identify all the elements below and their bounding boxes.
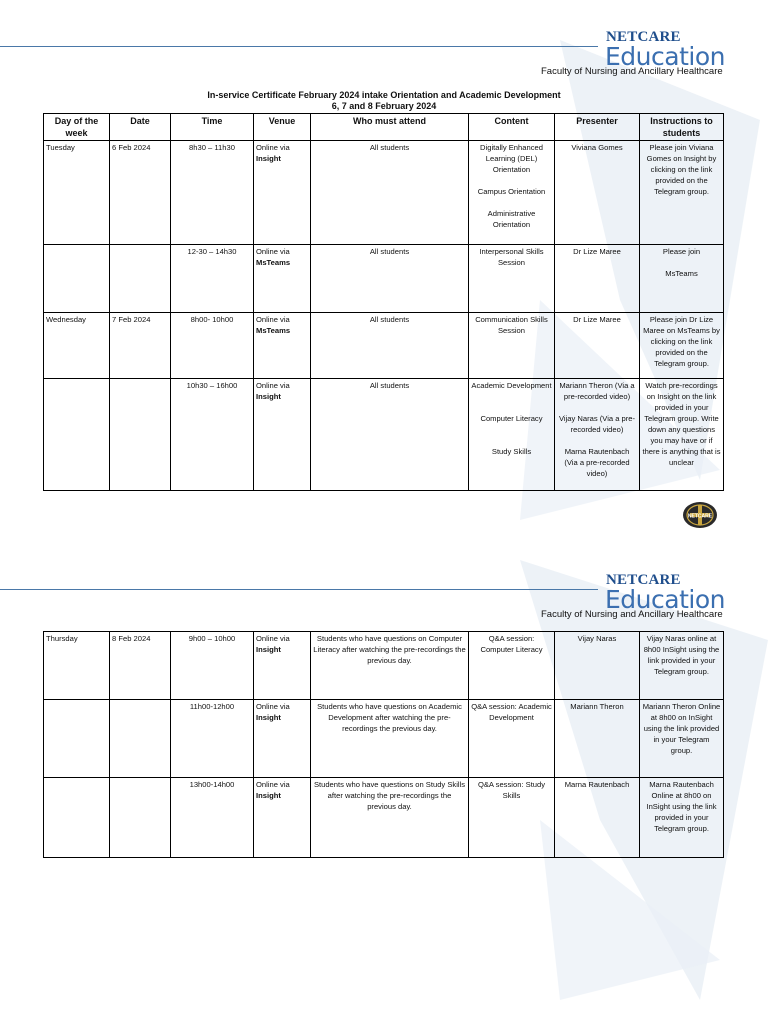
cell-presenter	[555, 700, 640, 778]
cell-presenter	[555, 313, 640, 379]
document-title	[0, 90, 768, 112]
cell-content	[469, 379, 555, 491]
content-item: Academic Development	[471, 381, 552, 390]
cell-attend: All students	[311, 245, 469, 313]
cell-time: 12-30 – 14h30	[171, 245, 254, 313]
content-item: Q&A session: Computer Literacy	[480, 634, 543, 654]
cell-instructions	[640, 141, 724, 245]
cell-content	[469, 632, 555, 700]
col-header-time: Time	[171, 114, 254, 141]
schedule-table-page-2	[43, 631, 724, 858]
education-logo-text: Education	[605, 585, 725, 614]
schedule-table-page-1	[43, 113, 724, 491]
table-row	[44, 379, 724, 491]
cell-presenter	[555, 632, 640, 700]
spacer	[471, 402, 552, 413]
presenter-item: Marna Rautenbach (Via a pre-recorded video)	[564, 447, 630, 478]
cell-presenter	[555, 245, 640, 313]
cell-venue	[254, 245, 311, 313]
spacer	[557, 435, 637, 446]
cell-instructions	[640, 632, 724, 700]
table-row	[44, 313, 724, 379]
presenter-item: Mariann Theron (Via a pre-recorded video)	[559, 381, 635, 401]
table-header-row	[44, 114, 724, 141]
venue-platform: Insight	[256, 154, 281, 163]
cell-venue	[254, 632, 311, 700]
cell-date	[110, 778, 171, 858]
cell-date: 6 Feb 2024	[110, 141, 171, 245]
presenter-item: Vijay Naras (Via a pre-recorded video)	[558, 414, 636, 434]
content-item: Computer Literacy	[480, 414, 543, 423]
cell-date	[110, 700, 171, 778]
spacer	[471, 391, 552, 402]
cell-day	[44, 245, 110, 313]
faculty-name: Faculty of Nursing and Ancillary Healthcare	[541, 609, 723, 620]
spacer	[557, 402, 637, 413]
content-item: Campus Orientation	[477, 187, 546, 196]
instructions-item: Vijay Naras online at 8h00 InSight using the link provided in your Telegram group.	[643, 634, 720, 676]
col-header-day: Day of the week	[44, 114, 110, 141]
cell-day: Tuesday	[44, 141, 110, 245]
content-item: Q&A session: Study Skills	[477, 780, 546, 800]
cell-venue	[254, 778, 311, 858]
venue-prefix: Online via	[256, 634, 290, 643]
venue-platform: Insight	[256, 392, 281, 401]
cell-date: 7 Feb 2024	[110, 313, 171, 379]
cell-attend: All students	[311, 379, 469, 491]
venue-platform: Insight	[256, 791, 281, 800]
cell-day	[44, 379, 110, 491]
venue-platform: Insight	[256, 713, 281, 722]
cell-venue	[254, 313, 311, 379]
cell-venue	[254, 379, 311, 491]
cell-time: 13h00-14h00	[171, 778, 254, 858]
faculty-name: Faculty of Nursing and Ancillary Healthcare	[541, 66, 723, 77]
education-logo-text: Education	[605, 42, 725, 71]
header-rule	[0, 589, 598, 590]
col-header-attend: Who must attend	[311, 114, 469, 141]
cell-time: 8h00- 10h00	[171, 313, 254, 379]
col-header-date: Date	[110, 114, 171, 141]
venue-prefix: Online via	[256, 381, 290, 390]
cell-venue	[254, 141, 311, 245]
col-header-instructions: Instructions to students	[640, 114, 724, 141]
cell-date	[110, 245, 171, 313]
spacer	[471, 197, 552, 208]
header-rule	[0, 46, 598, 47]
table-row	[44, 245, 724, 313]
spacer	[471, 435, 552, 446]
content-item: Digitally Enhanced Learning (DEL) Orientation	[480, 143, 543, 174]
instructions-item: Marna Rautenbach Online at 8h00 on InSight using the link provided in your Telegram group.	[646, 780, 717, 833]
cell-day	[44, 778, 110, 858]
cell-instructions	[640, 379, 724, 491]
presenter-item: Mariann Theron	[570, 702, 624, 711]
instructions-item: Mariann Theron Online at 8h00 on InSight using the link provided in your Telegram group.	[642, 702, 721, 755]
cell-attend: Students who have questions on Academic Development after watching the pre-recordings the previous day.	[311, 700, 469, 778]
cell-date: 8 Feb 2024	[110, 632, 171, 700]
cell-attend: Students who have questions on Computer Literacy after watching the pre-recordings the previous day.	[311, 632, 469, 700]
cell-date	[110, 379, 171, 491]
col-header-content: Content	[469, 114, 555, 141]
venue-prefix: Online via	[256, 315, 290, 324]
spacer	[471, 175, 552, 186]
cell-time: 10h30 – 16h00	[171, 379, 254, 491]
venue-prefix: Online via	[256, 780, 290, 789]
venue-platform: MsTeams	[256, 326, 291, 335]
presenter-item: Viviana Gomes	[571, 143, 623, 152]
instructions-item: Please join Viviana Gomes on Insight by clicking on the link provided on the Telegram group.	[646, 143, 717, 196]
cell-content	[469, 313, 555, 379]
cell-time: 11h00-12h00	[171, 700, 254, 778]
netcare-seal-logo	[682, 500, 718, 530]
spacer	[471, 424, 552, 435]
cell-venue	[254, 700, 311, 778]
netcare-logo-text: NETCARE	[606, 29, 681, 45]
cell-time: 9h00 – 10h00	[171, 632, 254, 700]
title-line-2: 6, 7 and 8 February 2024	[331, 101, 437, 111]
cell-presenter	[555, 141, 640, 245]
svg-text:NETCARE: NETCARE	[687, 513, 713, 520]
instructions-item: Please join Dr Lize Maree on MsTeams by clicking on the link provided on the Telegram group.	[643, 315, 720, 368]
venue-platform: Insight	[256, 645, 281, 654]
venue-prefix: Online via	[256, 702, 290, 711]
cell-instructions	[640, 245, 724, 313]
instructions-item: Please join	[662, 247, 701, 256]
col-header-presenter: Presenter	[555, 114, 640, 141]
table-row	[44, 778, 724, 858]
instructions-item: MsTeams	[665, 269, 698, 278]
cell-day	[44, 700, 110, 778]
presenter-item: Dr Lize Maree	[573, 247, 621, 256]
netcare-logo-text: NETCARE	[606, 572, 681, 588]
cell-day: Thursday	[44, 632, 110, 700]
cell-content	[469, 700, 555, 778]
content-item: Q&A session: Academic Development	[471, 702, 552, 722]
cell-attend: Students who have questions on Study Skills after watching the pre-recordings the previous day.	[311, 778, 469, 858]
presenter-item: Marna Rautenbach	[564, 780, 630, 789]
cell-instructions	[640, 700, 724, 778]
spacer	[642, 257, 721, 268]
instructions-item: Watch pre-recordings on Insight on the link provided in your Telegram group. Write down any questions you may have or if there is anything that is unclear	[642, 381, 721, 467]
venue-prefix: Online via	[256, 143, 290, 152]
content-item: Communication Skills Session	[475, 315, 548, 335]
cell-content	[469, 245, 555, 313]
col-header-venue: Venue	[254, 114, 311, 141]
presenter-item: Vijay Naras	[577, 634, 617, 643]
venue-platform: MsTeams	[256, 258, 291, 267]
title-line-1: In-service Certificate February 2024 intake Orientation and Academic Development	[207, 90, 561, 100]
cell-content	[469, 778, 555, 858]
content-item: Study Skills	[491, 447, 532, 456]
cell-time: 8h30 – 11h30	[171, 141, 254, 245]
cell-attend: All students	[311, 141, 469, 245]
table-row	[44, 141, 724, 245]
cell-presenter	[555, 778, 640, 858]
cell-instructions	[640, 313, 724, 379]
cell-day: Wednesday	[44, 313, 110, 379]
content-item: Interpersonal Skills Session	[479, 247, 544, 267]
venue-prefix: Online via	[256, 247, 290, 256]
presenter-item: Dr Lize Maree	[573, 315, 621, 324]
cell-presenter	[555, 379, 640, 491]
content-item: Administrative Orientation	[487, 209, 536, 229]
table-row	[44, 632, 724, 700]
cell-attend: All students	[311, 313, 469, 379]
table-row	[44, 700, 724, 778]
cell-content	[469, 141, 555, 245]
cell-instructions	[640, 778, 724, 858]
